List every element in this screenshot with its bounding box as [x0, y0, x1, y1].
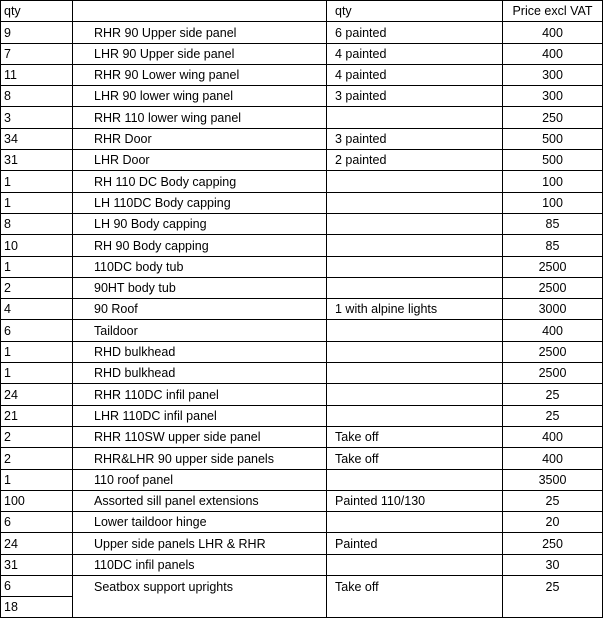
- cell-price: 300: [503, 64, 603, 85]
- cell-qty: 10: [1, 235, 73, 256]
- cell-note: [327, 469, 503, 490]
- cell-price: 25: [503, 384, 603, 405]
- cell-note: 1 with alpine lights: [327, 299, 503, 320]
- cell-note: 6 painted: [327, 22, 503, 43]
- table-row: [1, 64, 603, 85]
- cell-note: [327, 512, 503, 533]
- cell-qty: 4: [1, 299, 73, 320]
- table-row: [1, 86, 603, 107]
- header-row: [1, 1, 603, 22]
- table-row: [1, 22, 603, 43]
- table-row: [1, 107, 603, 128]
- header-note: qty: [327, 1, 503, 22]
- cell-note: [327, 256, 503, 277]
- cell-qty: 11: [1, 64, 73, 85]
- cell-description: RHD bulkhead: [73, 363, 327, 384]
- cell-note: 2 painted: [327, 150, 503, 171]
- table-row: [1, 277, 603, 298]
- cell-qty: 1: [1, 363, 73, 384]
- cell-description: RHR 90 Upper side panel: [73, 22, 327, 43]
- cell-price: 2500: [503, 363, 603, 384]
- cell-price: 300: [503, 86, 603, 107]
- cell-qty-bottom: 18: [4, 600, 18, 615]
- cell-note: [327, 277, 503, 298]
- cell-price: 25: [503, 405, 603, 426]
- cell-price: 250: [503, 533, 603, 554]
- cell-note: 4 painted: [327, 43, 503, 64]
- cell-description: Assorted sill panel extensions: [73, 490, 327, 511]
- cell-description: Upper side panels LHR & RHR: [73, 533, 327, 554]
- cell-price: 85: [503, 213, 603, 234]
- cell-qty: 100: [1, 490, 73, 511]
- cell-description: RHR 110DC infil panel: [73, 384, 327, 405]
- cell-qty: 2: [1, 426, 73, 447]
- cell-note: 3 painted: [327, 86, 503, 107]
- cell-description: RHR 110 lower wing panel: [73, 107, 327, 128]
- cell-note: Painted 110/130: [327, 490, 503, 511]
- table-row: [1, 384, 603, 405]
- table-row: [1, 256, 603, 277]
- cell-qty: 9: [1, 22, 73, 43]
- cell-note: [327, 171, 503, 192]
- cell-note: [327, 320, 503, 341]
- cell-qty: 1: [1, 256, 73, 277]
- cell-qty: 8: [1, 86, 73, 107]
- cell-qty: 2: [1, 448, 73, 469]
- table-row: [1, 405, 603, 426]
- table-row: [1, 320, 603, 341]
- cell-note: Take off: [327, 426, 503, 447]
- table-row: [1, 299, 603, 320]
- cell-price: 20: [503, 512, 603, 533]
- cell-description: 90HT body tub: [73, 277, 327, 298]
- cell-price: 250: [503, 107, 603, 128]
- cell-note: [327, 341, 503, 362]
- cell-qty: 1: [1, 171, 73, 192]
- cell-qty: 1: [1, 192, 73, 213]
- cell-price: 400: [503, 448, 603, 469]
- cell-note: Take off: [327, 448, 503, 469]
- table-row: [1, 554, 603, 575]
- table-row: [1, 213, 603, 234]
- cell-description: RH 110 DC Body capping: [73, 171, 327, 192]
- cell-description: Seatbox support uprights: [73, 576, 327, 618]
- cell-note: [327, 235, 503, 256]
- table-row: [1, 490, 603, 511]
- cell-price: 100: [503, 171, 603, 192]
- cell-price: 100: [503, 192, 603, 213]
- cell-price: 400: [503, 426, 603, 447]
- cell-note: Take off: [327, 576, 503, 618]
- cell-qty: 7: [1, 43, 73, 64]
- table-row: [1, 363, 603, 384]
- cell-price: 2500: [503, 256, 603, 277]
- cell-qty: 2: [1, 277, 73, 298]
- cell-qty-top: 6: [1, 576, 72, 597]
- table-row: [1, 128, 603, 149]
- cell-note: [327, 554, 503, 575]
- cell-description: 110DC infil panels: [73, 554, 327, 575]
- cell-price: 3500: [503, 469, 603, 490]
- cell-qty: [1, 576, 73, 618]
- cell-description: Taildoor: [73, 320, 327, 341]
- header-price: Price excl VAT: [503, 1, 603, 22]
- cell-description: RHR 90 Lower wing panel: [73, 64, 327, 85]
- cell-description: LHR 110DC infil panel: [73, 405, 327, 426]
- header-description: [73, 1, 327, 22]
- cell-qty: 6: [1, 320, 73, 341]
- cell-price: 3000: [503, 299, 603, 320]
- cell-price: 2500: [503, 277, 603, 298]
- cell-description: 90 Roof: [73, 299, 327, 320]
- cell-price: 500: [503, 150, 603, 171]
- cell-note: [327, 192, 503, 213]
- cell-qty: 6: [1, 512, 73, 533]
- cell-description: RH 90 Body capping: [73, 235, 327, 256]
- cell-price: 400: [503, 320, 603, 341]
- cell-qty: 21: [1, 405, 73, 426]
- table-row: [1, 171, 603, 192]
- table-row: [1, 192, 603, 213]
- cell-description: LHR Door: [73, 150, 327, 171]
- table-row: [1, 469, 603, 490]
- cell-description: RHR Door: [73, 128, 327, 149]
- cell-description: RHR 110SW upper side panel: [73, 426, 327, 447]
- cell-note: [327, 107, 503, 128]
- cell-qty: 31: [1, 554, 73, 575]
- cell-note: Painted: [327, 533, 503, 554]
- cell-qty: 8: [1, 213, 73, 234]
- table-row: [1, 533, 603, 554]
- cell-price: 2500: [503, 341, 603, 362]
- cell-description: Lower taildoor hinge: [73, 512, 327, 533]
- header-qty: qty: [1, 1, 73, 22]
- cell-description: RHD bulkhead: [73, 341, 327, 362]
- cell-description: 110 roof panel: [73, 469, 327, 490]
- cell-price: 500: [503, 128, 603, 149]
- cell-description: RHR&LHR 90 upper side panels: [73, 448, 327, 469]
- table-row: [1, 43, 603, 64]
- table-row: [1, 512, 603, 533]
- cell-note: [327, 213, 503, 234]
- cell-note: 4 painted: [327, 64, 503, 85]
- cell-note: 3 painted: [327, 128, 503, 149]
- cell-note: [327, 363, 503, 384]
- table-row: [1, 235, 603, 256]
- cell-price: 400: [503, 43, 603, 64]
- cell-note: [327, 384, 503, 405]
- cell-qty: 1: [1, 341, 73, 362]
- cell-price: 25: [503, 576, 603, 618]
- table-row: [1, 448, 603, 469]
- cell-description: LH 110DC Body capping: [73, 192, 327, 213]
- table-row: [1, 426, 603, 447]
- cell-qty: 24: [1, 533, 73, 554]
- cell-qty: 34: [1, 128, 73, 149]
- table-row: [1, 341, 603, 362]
- cell-description: LHR 90 Upper side panel: [73, 43, 327, 64]
- cell-price: 85: [503, 235, 603, 256]
- table-row: [1, 576, 603, 618]
- cell-price: 30: [503, 554, 603, 575]
- cell-note: [327, 405, 503, 426]
- cell-qty: 3: [1, 107, 73, 128]
- cell-qty: 24: [1, 384, 73, 405]
- cell-description: LH 90 Body capping: [73, 213, 327, 234]
- cell-qty: 1: [1, 469, 73, 490]
- table-row: [1, 150, 603, 171]
- cell-price: 400: [503, 22, 603, 43]
- cell-qty: 31: [1, 150, 73, 171]
- cell-description: LHR 90 lower wing panel: [73, 86, 327, 107]
- cell-price: 25: [503, 490, 603, 511]
- cell-description: 110DC body tub: [73, 256, 327, 277]
